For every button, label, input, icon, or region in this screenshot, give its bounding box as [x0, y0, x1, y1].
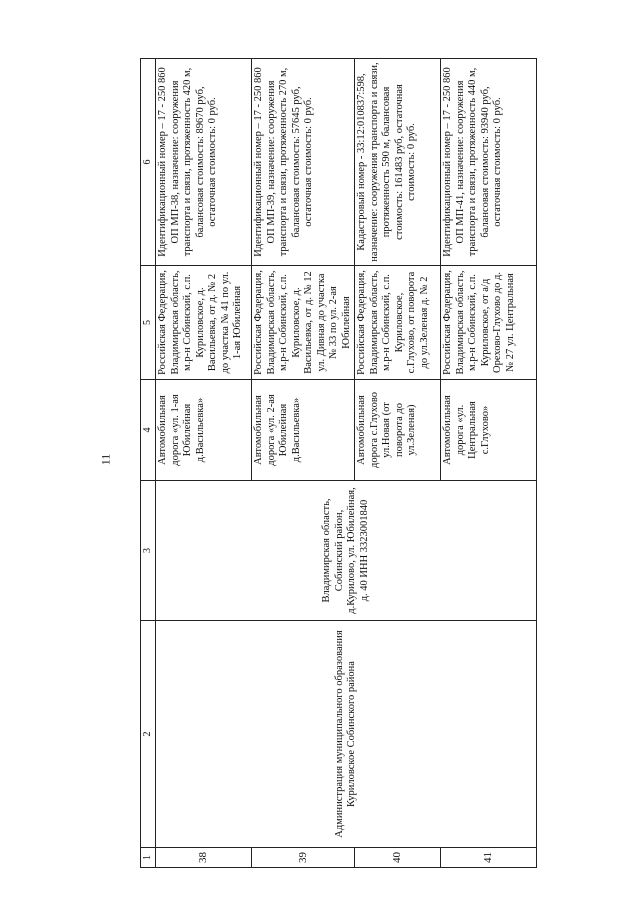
object-details: Идентификационный номер – 17 - 250 860 ОП МП-38, назначение: сооружения транспорта и связи, протяженность 420 м, балансовая стоимость: 89670 руб, остаточная стоимость: 0 руб.	[156, 59, 252, 266]
column-number: 2	[141, 621, 156, 848]
column-number-row	[141, 59, 156, 868]
rotated-table-wrapper	[140, 59, 528, 868]
object-name: Автомобильная дорога «ул. Центральная с.Глухово»	[441, 380, 537, 481]
page-number: 11	[98, 453, 113, 466]
column-number: 3	[141, 481, 156, 621]
object-details: Кадастровый номер - 33:12:010837:598, назначение: сооружения транспорта и связи, протяженность 590 м, балансовая стоимость: 161483 руб, остаточная стоимость: 0 руб.	[355, 59, 441, 266]
row-number: 38	[156, 848, 252, 868]
object-name: Автомобильная дорога «ул. 2-ая Юбилейная д.Васильевка»	[252, 380, 355, 481]
object-location: Российская Федерация, Владимирская область, м.р-н Собинский, с.п. Куриловское, от а/д Орехово-Глухово до д. № 27 ул. Центральная	[441, 266, 537, 380]
table-row	[156, 59, 252, 868]
object-location: Российская Федерация, Владимирская область, м.р-н Собинский, с.п. Куриловское, д. Васильевка, от д. № 2 до участка № 41 по ул. 1-ая Юбилейная	[156, 266, 252, 380]
owner-name: Администрация муниципального образования Куриловское Собинского района	[156, 621, 537, 848]
column-number: 5	[141, 266, 156, 380]
column-number: 1	[141, 848, 156, 868]
object-location: Российская Федерация, Владимирская область, м.р-н Собинский, с.п. Куриловское, д. Васильевка, от д. № 12 ул. Дивная до участка № 33 по ул. 2-ая Юбилейная	[252, 266, 355, 380]
column-number: 4	[141, 380, 156, 481]
row-number: 40	[355, 848, 441, 868]
object-details: Идентификационный номер – 17 - 250 860 ОП МП-39, назначение: сооружения транспорта и связи, протяженность 270 м, балансовая стоимость: 57645 руб, остаточная стоимость: 0 руб.	[252, 59, 355, 266]
row-number: 39	[252, 848, 355, 868]
object-name: Автомобильная дорога с.Глухово ул.Новая (от поворота до ул.Зеленая)	[355, 380, 441, 481]
column-number: 6	[141, 59, 156, 266]
row-number: 41	[441, 848, 537, 868]
object-location: Российская Федерация, Владимирская область, м.р-н Собинский, с.п. Куриловское, с.Глухово, от поворота до ул.Зеленая д. № 2	[355, 266, 441, 380]
owner-address: Владимирская область, Собинский район, д.Курилово, ул. Юбилейная, д. 40 ИНН 3323001840	[156, 481, 537, 621]
object-name: Автомобильная дорога «ул. 1-ая Юбилейная д.Васильевка»	[156, 380, 252, 481]
property-register-table	[140, 58, 537, 868]
object-details: Идентификационный номер – 17 - 250 860 ОП МП-41, назначение: сооружения транспорта и связи, протяженность 440 м, балансовая стоимость: 93940 руб, остаточная стоимость: 0 руб.	[441, 59, 537, 266]
